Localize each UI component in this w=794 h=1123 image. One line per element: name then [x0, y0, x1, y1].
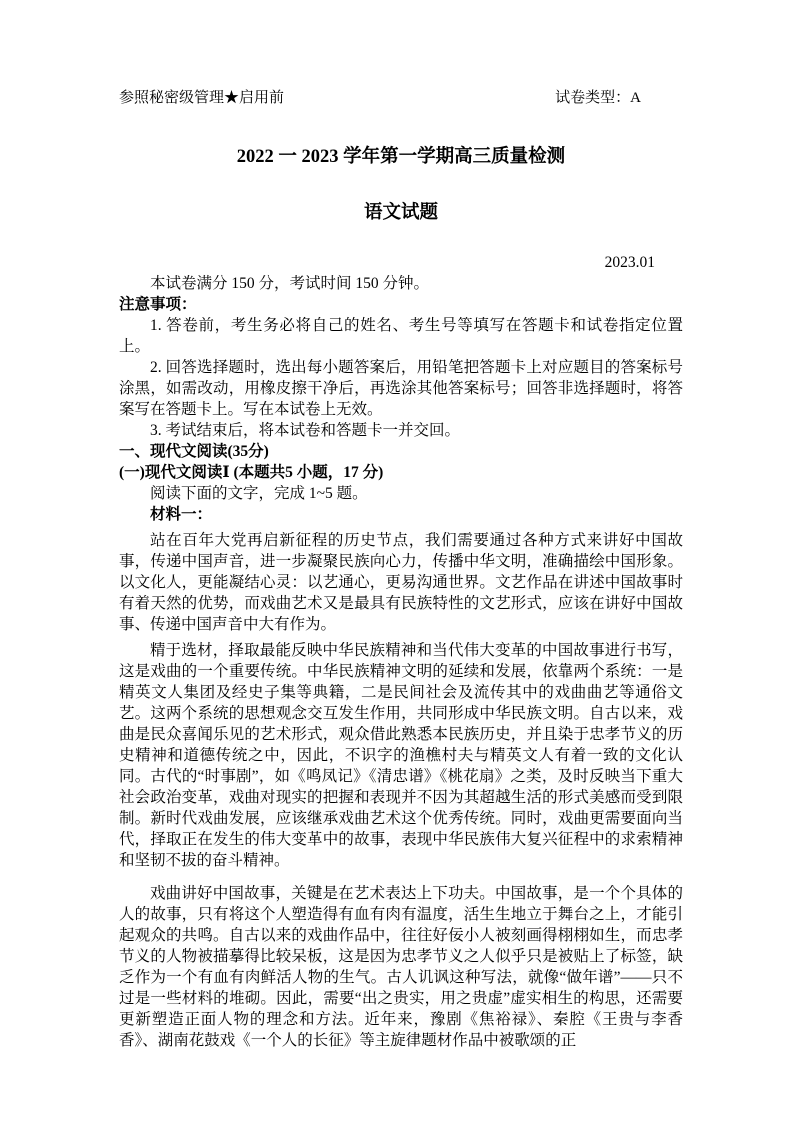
- page-header: [119, 88, 683, 109]
- material-paragraph-3: 戏曲讲好中国故事，关键是在艺术表达上下功夫。中国故事，是一个个具体的人的故事，只有将这个人塑造得有血有肉有温度，活生生地立于舞台之上，才能引起观众的共鸣。自古以来的戏曲作品中，往往好佞小人被刻画得栩栩如生，而忠孝节义的人物被描摹得比较呆板，这是因为忠孝节义之人似乎只是被贴上了标签，缺乏作为一个有血有肉鲜活人物的生气。古人讥讽这种写法，就像“做年谱”——只不过是一些材料的堆砌。因此，需要“出之贵实，用之贵虚”虚实相生的构思，还需要更新塑造正面人物的理念和方法。近年来，豫剧《焦裕禄》、秦腔《王贵与李香香》、湖南花鼓戏《一个人的长征》等主旋律题材作品中被歌颂的正: [119, 885, 683, 1049]
- notice-item-3: 3. 考试结束后，将本试卷和答题卡一并交回。: [150, 422, 461, 439]
- notice-item-1: 1. 答卷前，考生务必将自己的姓名、考生号等填写在答题卡和试卷指定位置上。: [119, 317, 683, 355]
- paper-type-label: 试卷类型：A: [555, 90, 641, 106]
- security-notice: 参照秘密级管理★启用前: [119, 90, 285, 106]
- reading-instruction: 阅读下面的文字，完成 1~5 题。: [150, 485, 368, 502]
- notice-item-2: 2. 回答选择题时，选出每小题答案后，用铅笔把答题卡上对应题目的答案标号涂黑，如需改动，用橡皮擦干净后，再选涂其他答案标号；回答非选择题时，将答案写在答题卡上。写在本试卷上无效。: [119, 359, 683, 418]
- exam-date: 2023.01: [604, 254, 655, 271]
- material-paragraph-1: 站在百年大党再启新征程的历史节点，我们需要通过各种方式来讲好中国故事，传递中国声音，进一步凝聚民族向心力，传播中华文明，准确描绘中国形象。以文化人，更能凝结心灵：以艺通心，更易沟通世界。文艺作品在讲述中国故事时有着天然的优势，而戏曲艺术又是最具有民族特性的文艺形式，应该在讲好中国故事、传递中国声音中大有作为。: [119, 532, 683, 633]
- exam-title: 2022 一 2023 学年第一学期高三质量检测: [236, 147, 566, 167]
- subsection-heading: (一)现代文阅读Ⅰ (本题共5 小题，17 分): [119, 464, 384, 481]
- exam-info: 本试卷满分 150 分，考试时间 150 分钟。: [150, 275, 430, 292]
- notice-heading: 注意事项：: [119, 296, 197, 313]
- subject-title: 语文试题: [363, 203, 438, 223]
- material-paragraph-2: 精于选材，择取最能反映中华民族精神和当代伟大变革的中国故事进行书写，这是戏曲的一个重要传统。中华民族精神文明的延续和发展，依靠两个系统：一是精英文人集团及经史子集等典籍，二是民间社会及流传其中的戏曲曲艺等通俗文艺。这两个系统的思想观念交互发生作用，共同形成中华民族文明。自古以来，戏曲是民众喜闻乐见的艺术形式，观众借此熟悉本民族历史，并且染于忠孝节义的历史精神和道德传统之中，因此，不识字的渔樵村夫与精英文人有着一致的文化认同。古代的“时事剧”，如《鸣凤记》《清忠谱》《桃花扇》之类，及时反映当下重大社会政治变革，戏曲对现实的把握和表现并不因为其超越生活的形式美感而受到限制。新时代戏曲发展，应该继承戏曲艺术这个优秀传统。同时，戏曲更需要面向当代，择取正在发生的伟大变革中的故事，表现中华民族伟大复兴征程中的求索精神和坚韧不拔的奋斗精神。: [119, 642, 683, 869]
- section-heading: 一、现代文阅读(35分): [119, 443, 269, 460]
- material-heading: 材料一：: [150, 506, 213, 523]
